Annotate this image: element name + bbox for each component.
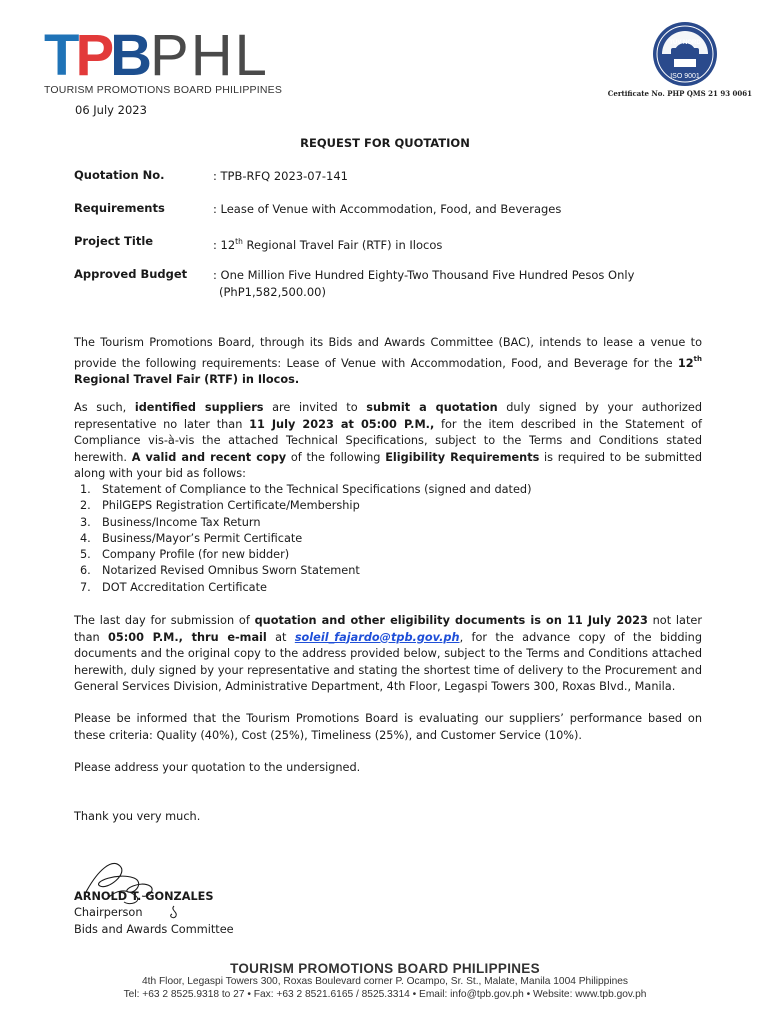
list-item — [80, 531, 532, 547]
letter-date: 06 July 2023 — [75, 103, 147, 117]
list-text: Notarized Revised Omnibus Sworn Statement — [102, 564, 360, 578]
project-prefix: : 12 — [213, 237, 236, 252]
footer-contact: Tel: +63 2 8525.9318 to 27 • Fax: +63 2 8521.6165 / 8525.3314 • Email: info@tpb.gov.ph • Website: www.tpb.gov.ph — [123, 989, 647, 1000]
para2-bold: A valid and recent copy — [131, 450, 287, 464]
field-value — [213, 267, 714, 300]
list-number: 1. — [80, 483, 91, 496]
field-label: Requirements — [74, 201, 165, 215]
list-text: Statement of Compliance to the Technical Specifications (signed and dated) — [102, 483, 532, 496]
para3-text: at — [266, 630, 295, 644]
list-text: Business/Income Tax Return — [102, 515, 261, 529]
paragraph-submission — [74, 613, 702, 696]
para2-bold: 11 July 2023 at 05:00 P.M., — [249, 417, 435, 431]
list-text: Business/Mayor’s Permit Certificate — [102, 531, 303, 545]
tuv-certification-seal-icon — [652, 21, 718, 87]
project-rest: Regional Travel Fair (RTF) in Ilocos — [242, 237, 443, 252]
para2-bold: Eligibility Requirements — [385, 450, 540, 464]
para2-text: are invited to — [263, 401, 367, 414]
list-text: DOT Accreditation Certificate — [102, 580, 267, 594]
signatory-committee: Bids and Awards Committee — [74, 923, 234, 936]
list-number: 2. — [80, 499, 91, 513]
field-approved-budget — [74, 267, 714, 300]
para2-bold: submit a quotation — [366, 401, 498, 414]
budget-line-1: : One Million Five Hundred Eighty-Two Thousand Five Hundred Pesos Only — [213, 268, 635, 282]
para3-bold: quotation and other eligibility documents is on 11 July 2023 — [254, 614, 648, 627]
email-link[interactable]: soleil_fajardo@tpb.gov.ph — [294, 630, 460, 644]
tpb-phl-logo — [44, 23, 283, 96]
field-label: Project Title — [74, 234, 154, 248]
para3-text: , for the advance copy of the bidding documents and the original copy to the address provided below, subject to the Terms and Conditions attached herewith, duly signed by your representative and stating the shortest time of delivery to the Procurement and General Services Division, Administrative Department, 4th Floor, Legaspi Towers 300, Roxas Blvd., Manila. — [74, 630, 703, 693]
field-quotation-no — [74, 168, 714, 185]
project-sup: th — [235, 237, 243, 246]
list-number: 4. — [80, 531, 91, 545]
list-text: PhilGEPS Registration Certificate/Membership — [102, 499, 360, 513]
list-item — [80, 498, 532, 514]
logo-letter-p: P — [75, 23, 111, 88]
logo-tpb-mark — [44, 23, 149, 88]
paragraph-invitation — [74, 400, 702, 483]
signatory-name: ARNOLD T. GONZALES — [74, 890, 214, 903]
list-number: 5. — [80, 548, 91, 562]
logo-phl-text: PHL — [150, 23, 269, 88]
field-value — [213, 234, 714, 253]
para3-bold: 05:00 P.M., thru e-mail — [108, 630, 267, 644]
para2-bold: identified suppliers — [134, 401, 264, 414]
certificate-number: Certificate No. PHP QMS 21 93 0061 — [607, 89, 752, 98]
footer-org-name: TOURISM PROMOTIONS BOARD PHILIPPINES — [230, 961, 540, 976]
field-project-title — [74, 234, 714, 253]
list-item — [80, 547, 532, 563]
logo-letter-b: B — [110, 23, 149, 88]
list-item — [80, 515, 532, 531]
budget-line-2: (PhP1,582,500.00) — [219, 284, 326, 299]
eligibility-requirements-list — [80, 482, 532, 596]
list-number: 3. — [80, 515, 91, 529]
para1-bold-rtf: Regional Travel Fair (RTF) in Ilocos. — [74, 372, 300, 386]
list-item — [80, 482, 532, 498]
document-title: REQUEST FOR QUOTATION — [300, 136, 470, 150]
field-label: Quotation No. — [74, 168, 165, 182]
field-label: Approved Budget — [74, 267, 188, 281]
field-requirements — [74, 201, 714, 218]
para2-text: duly signed by your authorized representative no later than — [74, 401, 702, 431]
field-value: : TPB-RFQ 2023-07-141 — [213, 169, 348, 183]
paragraph-intro — [74, 335, 702, 388]
para2-text: of the following — [286, 450, 386, 464]
paragraph-evaluation: Please be informed that the Tourism Promotions Board is evaluating our suppliers’ performance based on these criteria: Quality (40%), Cost (25%), Timeliness (25%), and Customer Service (10%). — [74, 712, 702, 742]
signatory-role: Chairperson — [74, 906, 143, 919]
list-number: 7. — [80, 580, 91, 594]
para3-text: not later than — [74, 614, 702, 644]
seal-iso-label: ISO 9001 — [670, 73, 700, 80]
para1-sup: th — [693, 355, 702, 364]
list-item — [80, 580, 532, 596]
para2-text: for the item described in the Statement of Compliance vis-à-vis the attached Technical Specifications, subject to the Terms and Conditions stated herewith. — [74, 417, 702, 464]
field-value: : Lease of Venue with Accommodation, Food, and Beverages — [213, 202, 562, 216]
list-text: Company Profile (for new bidder) — [102, 548, 290, 562]
para2-text: As such, — [74, 401, 135, 414]
logo-subtitle: TOURISM PROMOTIONS BOARD PHILIPPINES — [44, 84, 283, 96]
closing-line: Thank you very much. — [74, 810, 201, 823]
para3-text: The last day for submission of — [74, 614, 255, 627]
para1-text: The Tourism Promotions Board, through its Bids and Awards Committee (BAC), intends to lease a venue to provide the following requirements: Lease of Venue with Accommodation, Food, and Beverage for the — [74, 336, 702, 370]
logo-letter-t: T — [44, 23, 76, 88]
list-number: 6. — [80, 564, 91, 578]
footer-address: 4th Floor, Legaspi Towers 300, Roxas Boulevard corner P. Ocampo, Sr. St., Malate, Manila 1004 Philippines — [141, 976, 629, 987]
paragraph-address: Please address your quotation to the undersigned. — [74, 761, 361, 774]
para1-bold-12: 12 — [677, 356, 694, 370]
seal-title: TÜV NORD — [669, 40, 701, 46]
list-item — [80, 563, 532, 579]
para2-text: is required to be submitted along with your bid as follows: — [74, 450, 702, 480]
